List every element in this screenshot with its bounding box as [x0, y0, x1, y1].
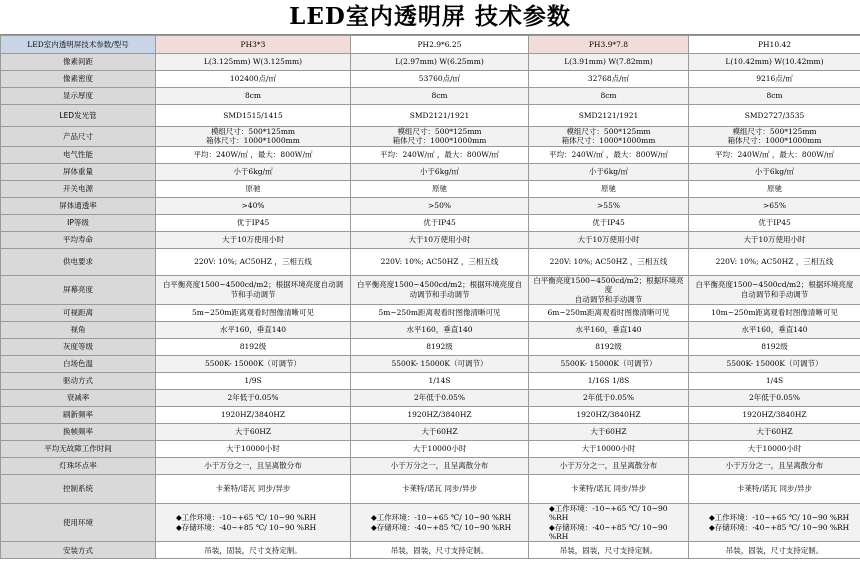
spec-value: 吊装，固装，尺寸支持定制。 — [529, 542, 689, 559]
spec-value-line: 节和手动调节 — [230, 289, 276, 299]
spec-label: 像素密度 — [1, 71, 156, 88]
spec-value: 优于IP45 — [689, 214, 860, 231]
spec-value: 大于60HZ — [689, 423, 860, 440]
spec-row — [1, 248, 860, 275]
spec-value: 平均：240W/㎡ ，最大：800W/㎡ — [156, 146, 351, 163]
spec-value: 102400点/㎡ — [156, 71, 351, 88]
spec-value — [689, 127, 860, 147]
spec-value-line: 自动调节和手动调节 — [740, 289, 809, 299]
spec-row — [1, 127, 860, 147]
spec-value: 水平160，垂直140 — [156, 321, 351, 338]
spec-row — [1, 105, 860, 127]
spec-value: 平均：240W/㎡ ，最大：800W/㎡ — [529, 146, 689, 163]
header-row — [1, 36, 860, 54]
spec-value: 9216点/㎡ — [689, 71, 860, 88]
spec-value: SMD2121/1921 — [529, 105, 689, 127]
spec-value-line: ◆存储环境：-40~+85 ℃/ 10~90 %RH — [176, 522, 317, 532]
spec-value-line: ◆存储环境：-40~+85 ℃/ 10~90 %RH — [371, 522, 512, 532]
header-label: LED室内透明屏技术参数/型号 — [1, 36, 156, 54]
spec-row — [1, 423, 860, 440]
spec-value: 大于10万使用小时 — [156, 231, 351, 248]
spec-value: 5500K- 15000K（可调节） — [689, 355, 860, 372]
spec-value-line: 自动调节和手动调节 — [574, 294, 643, 304]
spec-label: 刷新频率 — [1, 406, 156, 423]
spec-value — [689, 503, 860, 542]
spec-value: 1920HZ/3840HZ — [156, 406, 351, 423]
spec-row — [1, 88, 860, 105]
spec-value: 8192级 — [689, 338, 860, 355]
spec-value: L(3.91mm) W(7.82mm) — [529, 54, 689, 71]
spec-value: 5m~250m距离观看时图像清晰可见 — [351, 304, 529, 321]
spec-label: 平均无故障工作时间 — [1, 440, 156, 457]
spec-value: 5500K- 15000K（可调节） — [351, 355, 529, 372]
spec-label: 供电要求 — [1, 248, 156, 275]
spec-value: 2年低于0.05% — [529, 389, 689, 406]
spec-row — [1, 457, 860, 474]
spec-value-line: 模组尺寸：500*125mm — [210, 127, 296, 136]
spec-value: 平均：240W/㎡ ，最大：800W/㎡ — [351, 146, 529, 163]
spec-row — [1, 372, 860, 389]
spec-row — [1, 180, 860, 197]
spec-value: L(3.125mm) W(3.125mm) — [156, 54, 351, 71]
spec-value: 大于60HZ — [351, 423, 529, 440]
spec-label: 安装方式 — [1, 542, 156, 559]
spec-value: 53760点/㎡ — [351, 71, 529, 88]
spec-value: 大于10万使用小时 — [351, 231, 529, 248]
spec-value: 32768点/㎡ — [529, 71, 689, 88]
spec-value: 优于IP45 — [529, 214, 689, 231]
spec-label: 控制系统 — [1, 474, 156, 503]
spec-value: 原驰 — [529, 180, 689, 197]
spec-value — [156, 127, 351, 147]
spec-value: 5500K- 15000K（可调节） — [156, 355, 351, 372]
spec-value: L(10.42mm) W(10.42mm) — [689, 54, 860, 71]
spec-value-line: ◆工作环境：-10~+65 ℃/ 10~90 %RH — [371, 513, 512, 523]
spec-value — [689, 275, 860, 304]
spec-value: 1/4S — [689, 372, 860, 389]
spec-value: 吊装，固装，尺寸支持定制。 — [156, 542, 351, 559]
spec-value: 2年低于0.05% — [156, 389, 351, 406]
spec-label: 产品尺寸 — [1, 127, 156, 147]
spec-label: 开关电源 — [1, 180, 156, 197]
model-header: PH2.9*6.25 — [351, 36, 529, 54]
spec-value-line: 箱体尺寸：1000*1000mm — [206, 136, 300, 146]
spec-table — [0, 35, 860, 559]
spec-row — [1, 474, 860, 503]
spec-value: 水平160，垂直140 — [351, 321, 529, 338]
spec-row — [1, 321, 860, 338]
spec-value-line: 动调节和手动调节 — [409, 289, 470, 299]
spec-value-line: 模组尺寸：500*125mm — [566, 127, 651, 136]
spec-value: SMD2121/1921 — [351, 105, 529, 127]
spec-value: 8192级 — [351, 338, 529, 355]
spec-row — [1, 355, 860, 372]
spec-value — [529, 275, 689, 304]
spec-value-line: ◆工作环境：-10~+65 ℃/ 10~90 %RH — [549, 503, 668, 523]
spec-value: >55% — [529, 197, 689, 214]
spec-label: 屏幕亮度 — [1, 275, 156, 304]
spec-label: LED发光管 — [1, 105, 156, 127]
spec-row — [1, 146, 860, 163]
spec-value-line: 白平衡亮度1500~4500cd/m2；根据环境亮度 — [695, 280, 854, 290]
spec-value-line: ◆工作环境：-10~+65 ℃/ 10~90 %RH — [176, 513, 317, 523]
spec-value: 8cm — [689, 88, 860, 105]
spec-row — [1, 231, 860, 248]
spec-value-line: 箱体尺寸：1000*1000mm — [727, 136, 822, 146]
spec-value: 大于60HZ — [156, 423, 351, 440]
spec-value: 1920HZ/3840HZ — [529, 406, 689, 423]
spec-value: 5m~250m距离观看时图像清晰可见 — [156, 304, 351, 321]
spec-value: 小于万分之一，且呈离散分布 — [529, 457, 689, 474]
spec-value: >50% — [351, 197, 529, 214]
spec-value: 水平160，垂直140 — [689, 321, 860, 338]
spec-row — [1, 440, 860, 457]
spec-value: 大于10000小时 — [156, 440, 351, 457]
spec-value: 卡莱特/诺瓦 同步/异步 — [529, 474, 689, 503]
spec-value: >65% — [689, 197, 860, 214]
spec-row — [1, 71, 860, 88]
spec-value: 小于6kg/㎡ — [156, 163, 351, 180]
spec-value-line: 白平衡亮度1500~4500cd/m2；根据环境亮度 — [533, 275, 684, 295]
spec-value: 8cm — [156, 88, 351, 105]
spec-value: 小于6kg/㎡ — [689, 163, 860, 180]
spec-value: 原驰 — [156, 180, 351, 197]
spec-row — [1, 389, 860, 406]
spec-value: 大于10000小时 — [689, 440, 860, 457]
spec-value-line: 模组尺寸：500*125mm — [732, 127, 817, 136]
spec-value — [156, 503, 351, 542]
spec-value: 2年低于0.05% — [351, 389, 529, 406]
spec-value-line: ◆存储环境：-40~+85 ℃/ 10~90 %RH — [709, 522, 850, 532]
page-title: LED室内透明屏 技术参数 — [0, 0, 860, 35]
spec-value: 2年低于0.05% — [689, 389, 860, 406]
spec-value-line: 白平衡亮度1500~4500cd/m2；根据环境亮度自 — [356, 280, 523, 290]
spec-value: 8cm — [351, 88, 529, 105]
spec-label: 衰减率 — [1, 389, 156, 406]
spec-value: 小于6kg/㎡ — [351, 163, 529, 180]
spec-label: 显示厚度 — [1, 88, 156, 105]
spec-value: 卡莱特/诺瓦 同步/异步 — [156, 474, 351, 503]
spec-value: 1/14S — [351, 372, 529, 389]
spec-value: 8cm — [529, 88, 689, 105]
spec-row — [1, 214, 860, 231]
spec-value — [529, 503, 689, 542]
spec-value: 大于10000小时 — [529, 440, 689, 457]
spec-value: 平均：240W/㎡ ，最大：800W/㎡ — [689, 146, 860, 163]
spec-label: 屏体通透率 — [1, 197, 156, 214]
spec-value-line: 模组尺寸：500*125mm — [397, 127, 482, 136]
spec-value: 大于60HZ — [529, 423, 689, 440]
spec-value: 220V: 10%; AC50HZ ，三相五线 — [351, 248, 529, 275]
spec-value: SMD2727/3535 — [689, 105, 860, 127]
spec-label: 驱动方式 — [1, 372, 156, 389]
spec-value: 吊装，固装，尺寸支持定制。 — [689, 542, 860, 559]
spec-value — [351, 503, 529, 542]
spec-value: 1/16S 1/8S — [529, 372, 689, 389]
spec-value: 卡莱特/诺瓦 同步/异步 — [351, 474, 529, 503]
spec-value: 5500K- 15000K（可调节） — [529, 355, 689, 372]
spec-value: 8192级 — [156, 338, 351, 355]
spec-value: 水平160，垂直140 — [529, 321, 689, 338]
spec-value-line: 箱体尺寸：1000*1000mm — [392, 136, 487, 146]
model-header: PH3.9*7.8 — [529, 36, 689, 54]
spec-label: 灰度等级 — [1, 338, 156, 355]
spec-value — [351, 275, 529, 304]
spec-row — [1, 304, 860, 321]
spec-value: 10m~250m距离观看时图像清晰可见 — [689, 304, 860, 321]
spec-label: 电气性能 — [1, 146, 156, 163]
spec-row — [1, 275, 860, 304]
spec-value: SMD1515/1415 — [156, 105, 351, 127]
spec-row — [1, 542, 860, 559]
spec-value — [351, 127, 529, 147]
spec-value — [529, 127, 689, 147]
spec-label: 视角 — [1, 321, 156, 338]
spec-value: 220V: 10%; AC50HZ ，三相五线 — [529, 248, 689, 275]
spec-value: 优于IP45 — [351, 214, 529, 231]
spec-value: 8192级 — [529, 338, 689, 355]
spec-value: 小于万分之一，且呈离散分布 — [156, 457, 351, 474]
spec-value: 小于万分之一，且呈离散分布 — [351, 457, 529, 474]
spec-value: >40% — [156, 197, 351, 214]
spec-label: 使用环境 — [1, 503, 156, 542]
spec-value: 6m~250m距离观看时图像清晰可见 — [529, 304, 689, 321]
spec-label: IP等级 — [1, 214, 156, 231]
spec-row — [1, 197, 860, 214]
spec-value: 220V: 10%; AC50HZ ，三相五线 — [156, 248, 351, 275]
spec-row — [1, 54, 860, 71]
spec-value: 大于10000小时 — [351, 440, 529, 457]
model-header: PH3*3 — [156, 36, 351, 54]
spec-label: 平均寿命 — [1, 231, 156, 248]
spec-value-line: ◆存储环境：-40~+85 ℃/ 10~90 %RH — [549, 522, 668, 541]
spec-value: 卡莱特/诺瓦 同步/异步 — [689, 474, 860, 503]
spec-value: 吊装，固装，尺寸支持定制。 — [351, 542, 529, 559]
spec-value: 原驰 — [351, 180, 529, 197]
spec-label: 白场色温 — [1, 355, 156, 372]
spec-value — [156, 275, 351, 304]
spec-value: 小于万分之一，且呈离散分布 — [689, 457, 860, 474]
spec-value-line: 白平衡亮度1500~4500cd/m2；根据环境亮度自动调 — [162, 280, 344, 290]
spec-label: 灯珠坏点率 — [1, 457, 156, 474]
spec-label: 可视距离 — [1, 304, 156, 321]
spec-value-line: ◆工作环境：-10~+65 ℃/ 10~90 %RH — [709, 513, 850, 523]
spec-value: 优于IP45 — [156, 214, 351, 231]
spec-value: 1920HZ/3840HZ — [689, 406, 860, 423]
spec-row — [1, 338, 860, 355]
spec-value: 1920HZ/3840HZ — [351, 406, 529, 423]
spec-row — [1, 163, 860, 180]
spec-value: 大于10万使用小时 — [689, 231, 860, 248]
spec-label: 屏体重量 — [1, 163, 156, 180]
spec-label: 像素间距 — [1, 54, 156, 71]
spec-label: 换帧频率 — [1, 423, 156, 440]
spec-value: 220V: 10%; AC50HZ ，三相五线 — [689, 248, 860, 275]
spec-value: 小于6kg/㎡ — [529, 163, 689, 180]
model-header: PH10.42 — [689, 36, 860, 54]
spec-value: L(2.97mm) W(6.25mm) — [351, 54, 529, 71]
spec-value: 大于10万使用小时 — [529, 231, 689, 248]
spec-row — [1, 503, 860, 542]
spec-value-line: 箱体尺寸：1000*1000mm — [561, 136, 656, 146]
spec-value: 1/9S — [156, 372, 351, 389]
spec-row — [1, 406, 860, 423]
spec-value: 原驰 — [689, 180, 860, 197]
